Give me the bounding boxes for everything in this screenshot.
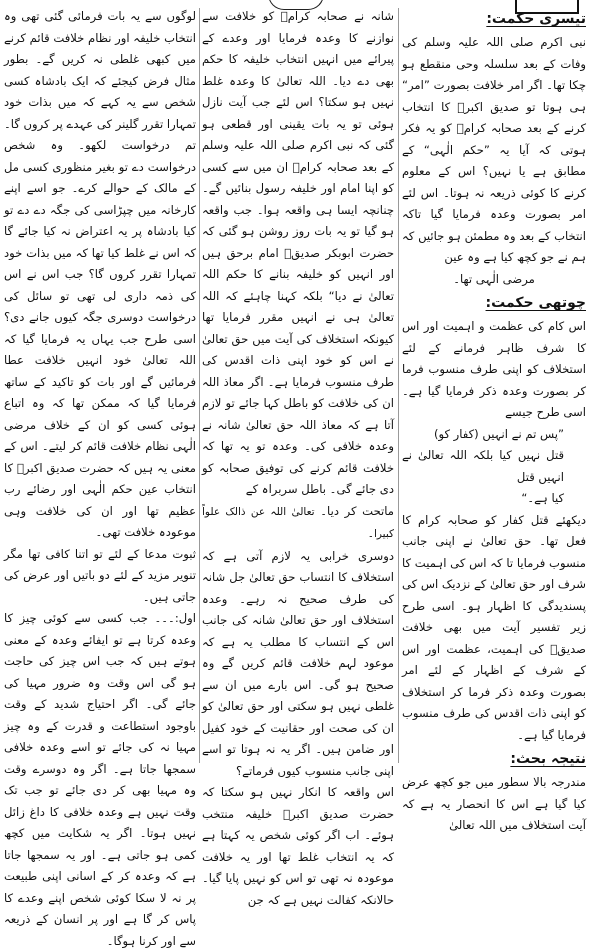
quote-line: کیا ہے۔“ (521, 491, 564, 505)
left-column (4, 6, 196, 948)
paragraph: دیکھئے قتل کفار کو صحابہ کرام کا فعل تھا۔ حق تعالیٰ نے اپنی جانب منسوب فرمایا تا کہ اس کی اہمیت کا شرف اور حق تعالیٰ کے نزدیک اس کی پسندیدگی کا اظہار ہو۔ اسی طرح زیر تفسیر آیت میں بھی خلافت صدیقؓ کی اہمیت، عظمت اور اس کے شرف کے اظہار کے لئے امر بصورت وعدہ ذکر فرما کر استخلاف کو اپنی ذات اقدس کی طرف منسوب فرمایا گیا ہے۔ (402, 512, 586, 742)
paragraph-end-text: ماتحت کر دیا۔ (320, 503, 395, 518)
paragraph: نبی اکرم صلی اللہ علیہ وسلم کی وفات کے بعد سلسلہ وحی منقطع ہو چکا تھا۔ اگر امر خلافت بصورت ”امر“ ہی ہوتا تو صدیق اکبرؓ کا انتخاب کرنے کے بعد صحابہ کرامؓ کو یہ فکر ہوتی کہ آیا یہ ”حکم الٰہی“ کے مطابق ہے یا نہیں؟ اس کے معلوم کرنے کا کوئی ذریعہ نہ ہوتا۔ اس لئے امر بصورت وعدہ فرمایا گیا تاکہ انتخاب کے بعد وہ مطمئن ہو جائیں کہ ہم نے جو کچھ کیا ہے وہ عین (402, 35, 586, 264)
quote-line: ”پس تم نے انہیں (کفار کو) (433, 426, 564, 441)
paragraph: مندرجہ بالا سطور میں جو کچھ عرض کیا گیا ہے اس کا انحصار یہ ہے کہ آیت استخلاف میں اللہ تعالیٰ (402, 775, 586, 832)
arabic-quote: تعالیٰ اللہ عن ذالک علواً کبیرا۔ (202, 505, 394, 540)
right-column (402, 6, 586, 832)
paragraph: اس واقعہ کا انکار نہیں ہو سکتا کہ حضرت صدیق اکبرؓ خلیفہ منتخب ہوئے۔ اب اگر کوئی شخص یہ کہتا ہے کہ یہ انتخاب غلط تھا اور یہ خلافت موعودہ نہ تھی تو اس کو نہیں پایا گیا۔ حالانکہ کفالت نہیں ہے کہ جن (202, 785, 394, 907)
paragraph-end: مرضی الٰہی تھا۔ (453, 271, 535, 286)
quote-line: قتل نہیں کیا بلکہ اللہ تعالیٰ نے انہیں قتل (402, 448, 564, 484)
section-heading-fourth-wisdom: چوتھی حکمت: (485, 295, 586, 311)
column-divider (398, 8, 399, 763)
section-heading-conclusion: نتیجہ بحث: (510, 751, 586, 767)
paragraph: اول:۔۔۔ جب کسی سے کوئی چیز کا وعدہ کرتا ہے تو ایفائے وعدہ کے معنی ہوتے ہیں کہ جب اس چیز کی حاجت ہو گی اس وقت وہ ضرور مہیا کی جائے گی۔ اگر احتیاج شدید کے وقت باوجود استطاعت و قدرت کے وہ چیز مہیا نہ کی جائے تو اسے وعدہ خلافی سمجھا جاتا ہے۔ اگر وہ دوسرے وقت وہ مہیا بھی کر دی جائے تو جب تک وقت نہیں ہے وعدہ خلافی کا داغ زائل نہیں ہوتا۔ اگر یہ شکایت میں کچھ کمی ہو جاتی ہے۔ اور یہ سمجھا جاتا ہے کہ وعدہ کر کے اسانی اپنی طبیعت پر نہ لا سکا کوئی شخص اپنے وعدے کا پاس کر گا ہے اور پر انسان کے ذریعہ سے اور کرنا ہوگا۔ (4, 611, 196, 948)
paragraph: اس کام کی عظمت و اہمیت اور اس کا شرف ظاہر فرمانے کے لئے استخلاف کو اپنی طرف منسوب فرما کر بصورت وعدہ ذکر فرمایا گیا ہے۔ اسی طرح جیسے (402, 319, 586, 419)
middle-column (202, 6, 395, 907)
paragraph: شانہ نے صحابہ کرامؓ کو خلافت سے نوازنے کا وعدہ فرمایا اور وعدے کے پیرائے میں انہیں انتخاب خلیفہ کا حکم بھی دے دیا۔ اللہ تعالیٰ کا وعدہ غلط نہیں ہو سکتا؟ اس لئے جب آیت نازل ہوئی تو یہ بات یقینی اور قطعی ہو گئی کہ نبی اکرم صلی اللہ علیہ وسلم کے بعد صحابہ کرامؓ ان میں سے کسی کو اپنا امام اور خلیفہ رسول بنائیں گے۔ چنانچہ ایسا ہی واقعہ ہوا۔ جب واقعہ ہو گیا تو یہ بات روز روشن ہو گئی کہ حضرت ابوبکر صدیقؓ امام برحق ہیں اور انہیں کو خلیفہ بنانے کا حکم اللہ تعالیٰ نے دیا“ بلکہ کہنا چاہئے کہ اللہ تعالیٰ ہی نے انہیں مقرر فرمایا تھا کیونکہ استخلاف کی آیت میں حق تعالیٰ نے اس کو خود اپنی ذات اقدس کی طرف منسوب فرمایا ہے۔ اگر معاذ اللہ ان کی خلافت کو باطل کہا جائے تو لازم آتا ہے کہ معاذ اللہ حق تعالیٰ شانہ نے وعدہ خلافی کی۔ وعدہ تو یہ تھا کہ خلافت قائم کرنے کی توفیق صحابہ کو دی جائے گی۔ باطل سربراہ کے (202, 9, 394, 496)
paragraph-end (202, 501, 394, 546)
paragraph: لوگوں سے یہ بات فرمائی گئی تھی وہ انتخاب خلیفہ اور نظام خلافت قائم کرنے میں کبھی غلطی نہ کریں گے۔ بطور مثال فرض کیجئے کہ ایک بادشاہ کسی شخص سے یہ کہے کہ میں بذات خود تمہارا تقرر گلینر کی عہدے پر کروں گا۔ تم درخواست لکھو۔ وہ شخص درخواست دے تو بغیر منظوری کسی مل کے مالک کے حوالے کرے۔ جو اسے اپنے کارخانہ میں چپڑاسی کی جگہ دے دے تو کیا بادشاہ پر یہ اعتراض نہ کیا جائے گا کہ اس نے غلط کیا تھا کہ میں بذات خود تمہارا تقرر کروں گا؟ جب اس نے اس کی ذمہ داری لی تھی تو سائل کی درخواست دوسری جگہ کیوں جانے دی؟ اسی طرح جب یہاں یہ فرمایا گیا کہ اللہ تعالیٰ خود انہیں خلافت عطا فرمائیں گے اور بات کو تاکید کے ساتھ فرمایا گیا کہ ممکن تھا کہ وہ اتباع ہوئی کسی کو ان کے خلاف مرضی الٰہی نظام خلافت قائم کر لیتے۔ اس کے معنی یہ ہیں کہ حضرت صدیق اکبرؓ کا انتخاب عین حکم الٰہی اور رضائے رب عظیم تھا اور ان کی خلافت وہی موعودہ خلافت تھی۔ (4, 9, 196, 539)
paragraph: دوسری خرابی یہ لازم آتی ہے کہ استخلاف کا انتساب حق تعالیٰ جل شانہ کی طرف صحیح نہ رہے۔ وعدہ استخلاف اور حق تعالیٰ شانہ کی جانب اس کے انتساب کا مطلب یہ ہے کہ موعود لہم خلافت قائم کریں گے وہ صحیح ہو گی۔ اس بارے میں ان سے غلطی نہیں ہو سکتی اور حق تعالیٰ کو ان کی صحت اور حقانیت کے خود کفیل اور ضامن ہیں۔ اگر یہ نہ ہوتا تو اسے اپنی جانب منسوب کیوں فرماتے؟ (202, 548, 394, 778)
section-heading-third-wisdom: تیسری حکمت: (486, 11, 586, 27)
paragraph: ثبوت مدعا کے لئے تو اتنا کافی تھا مگر تنویر مزید کے لئے دو باتیں اور عرض کی جاتی ہیں۔ (4, 546, 196, 604)
column-divider (199, 8, 200, 763)
